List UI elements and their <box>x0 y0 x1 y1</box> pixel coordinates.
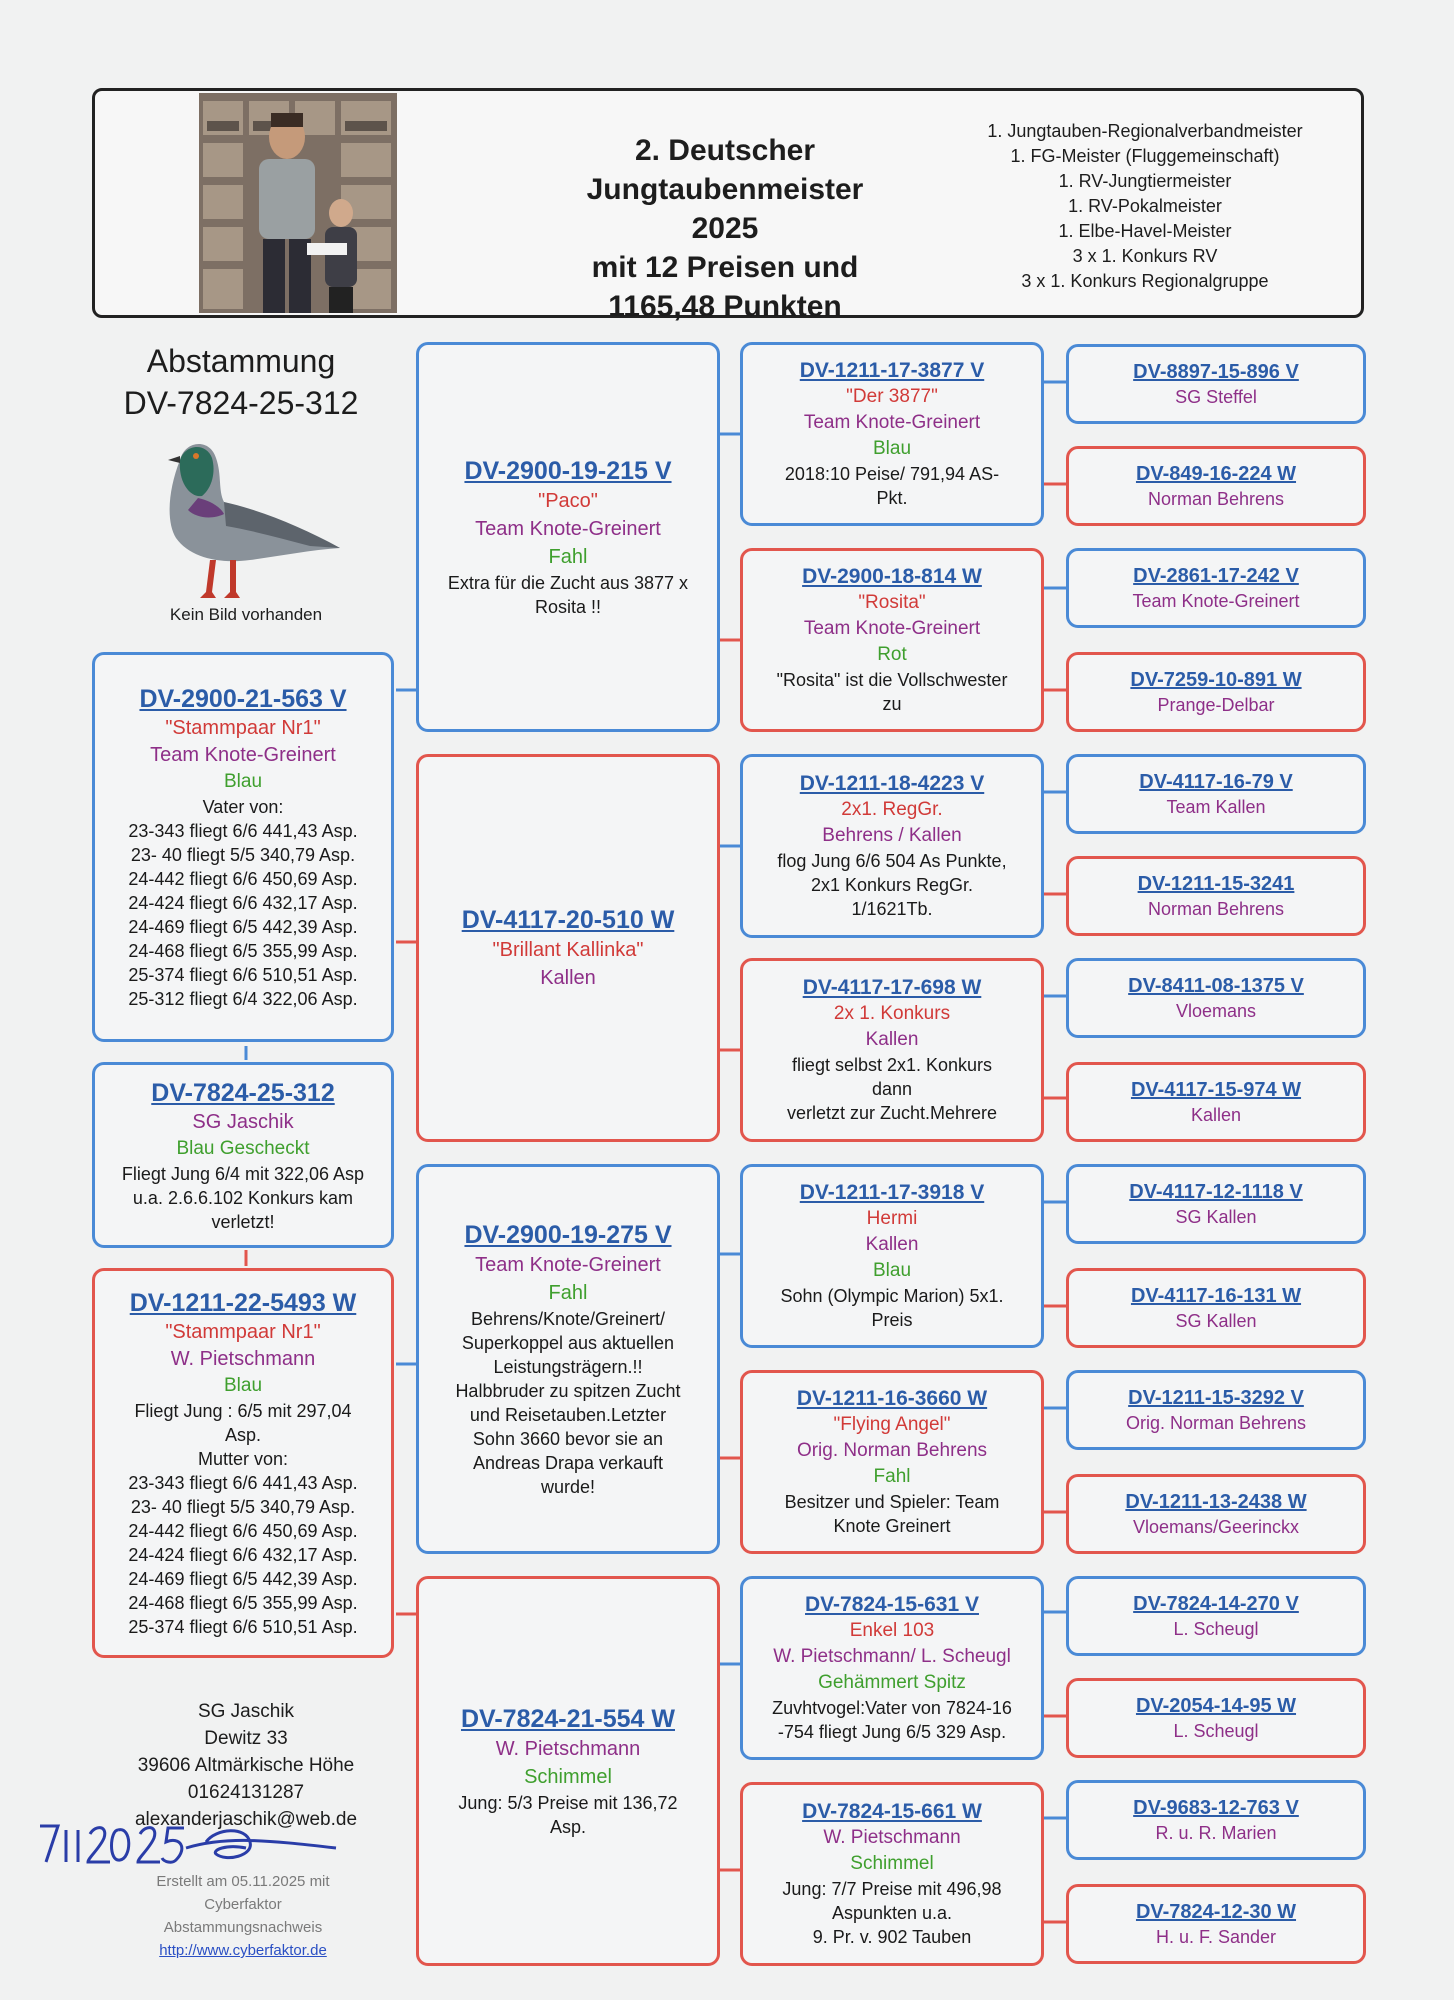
father-color: Blau <box>223 771 263 792</box>
great-grandparent-color: Rot <box>877 644 907 665</box>
contact-phone: 01624131287 <box>187 1782 305 1803</box>
gg-grandparent-owner: Orig. Norman Behrens <box>1125 1413 1307 1433</box>
gg-grandparent-owner: SG Steffel <box>1175 387 1257 407</box>
gg-grandparent-card <box>1066 856 1366 936</box>
gg-grandparent-card <box>1066 1164 1366 1244</box>
great-grandparent-ring: DV-7824-15-631 V <box>805 1593 979 1616</box>
subject-card <box>92 1062 394 1248</box>
great-grandparent-ring: DV-1211-18-4223 V <box>799 772 985 795</box>
great-grandparent-name: "Der 3877" <box>846 386 938 407</box>
grandparent-color: Schimmel <box>524 1766 612 1788</box>
great-grandparent-note: "Rosita" ist die Vollschwester zu <box>776 670 1008 714</box>
grandparent-note: Extra für die Zucht aus 3877 x Rosita !! <box>447 573 689 617</box>
great-grandparent-color: Blau <box>872 1260 912 1281</box>
gg-grandparent-ring: DV-4117-16-131 W <box>1130 1285 1302 1307</box>
great-grandparent-name: 2x1. RegGr. <box>841 799 943 820</box>
gg-grandparent-owner: L. Scheugl <box>1173 1721 1259 1741</box>
great-grandparent-card <box>740 342 1044 526</box>
great-grandparent-owner: Behrens / Kallen <box>822 825 962 846</box>
great-grandparent-note: Zuvhtvogel:Vater von 7824-16 -754 fliegt Jung 6/5 329 Asp. <box>772 1698 1012 1742</box>
great-grandparent-name: Hermi <box>866 1208 918 1229</box>
gg-grandparent-owner: SG Kallen <box>1175 1207 1257 1227</box>
gg-grandparent-owner: Norman Behrens <box>1147 489 1285 509</box>
gg-grandparent-owner: Kallen <box>1190 1105 1242 1125</box>
grandparent-owner: W. Pietschmann <box>495 1738 641 1760</box>
mother-owner: W. Pietschmann <box>170 1348 316 1370</box>
great-grandparent-card <box>740 754 1044 938</box>
subject-ring: DV-7824-25-312 <box>151 1078 335 1107</box>
grandparent-ring: DV-4117-20-510 W <box>461 906 675 934</box>
great-grandparent-name: Enkel 103 <box>849 1620 935 1641</box>
great-grandparent-color: Schimmel <box>850 1853 934 1874</box>
subject-owner: SG Jaschik <box>192 1110 294 1133</box>
grandparent-owner: Team Knote-Greinert <box>475 518 661 540</box>
great-grandparent-ring: DV-1211-16-3660 W <box>796 1387 988 1410</box>
great-grandparent-ring: DV-1211-17-3918 V <box>799 1181 985 1204</box>
father-ring: DV-2900-21-563 V <box>139 685 347 713</box>
great-grandparent-card <box>740 1782 1044 1966</box>
mother-card <box>92 1268 394 1658</box>
gg-grandparent-owner: R. u. R. Marien <box>1155 1823 1277 1843</box>
gg-grandparent-card <box>1066 548 1366 628</box>
grandparent-card <box>416 1164 720 1554</box>
gg-grandparent-ring: DV-4117-12-1118 V <box>1129 1181 1303 1203</box>
gg-grandparent-ring: DV-7259-10-891 W <box>1130 669 1302 691</box>
footer-link[interactable]: http://www.cyberfaktor.de <box>159 1942 327 1959</box>
gg-grandparent-owner: H. u. F. Sander <box>1155 1927 1277 1947</box>
great-grandparent-ring: DV-2900-18-814 W <box>802 565 982 588</box>
grandparent-note: Jung: 5/3 Preise mit 136,72 Asp. <box>458 1793 678 1837</box>
great-grandparent-card <box>740 1576 1044 1760</box>
gg-grandparent-owner: Vloemans <box>1175 1001 1257 1021</box>
gg-grandparent-card <box>1066 1370 1366 1450</box>
grandparent-card <box>416 342 720 732</box>
gg-grandparent-owner: L. Scheugl <box>1173 1619 1259 1639</box>
great-grandparent-owner: Kallen <box>865 1234 919 1255</box>
gg-grandparent-card <box>1066 446 1366 526</box>
great-grandparent-ring: DV-1211-17-3877 V <box>799 359 985 382</box>
gg-grandparent-card <box>1066 1474 1366 1554</box>
gg-grandparent-ring: DV-8897-15-896 V <box>1133 361 1299 383</box>
father-owner: Team Knote-Greinert <box>150 744 336 766</box>
great-grandparent-name: "Rosita" <box>858 592 926 613</box>
gg-grandparent-owner: Vloemans/Geerinckx <box>1132 1517 1300 1537</box>
great-grandparent-note: 2018:10 Peise/ 791,94 AS- Pkt. <box>784 464 1000 508</box>
grandparent-owner: Team Knote-Greinert <box>475 1254 661 1276</box>
great-grandparent-owner: W. Pietschmann/ L. Scheugl <box>773 1646 1011 1667</box>
great-grandparent-note: Sohn (Olympic Marion) 5x1. Preis <box>780 1286 1004 1330</box>
contact-email[interactable]: alexanderjaschik@web.de <box>134 1809 358 1830</box>
great-grandparent-name: 2x 1. Konkurs <box>833 1003 951 1024</box>
mother-color: Blau <box>223 1375 263 1396</box>
software-footer <box>108 1870 378 1962</box>
great-grandparent-owner: Team Knote-Greinert <box>803 618 981 639</box>
great-grandparent-card <box>740 1370 1044 1554</box>
mother-ring: DV-1211-22-5493 W <box>129 1289 357 1317</box>
great-grandparent-note: fliegt selbst 2x1. Konkurs dann verletzt zur Zucht.Mehrere <box>786 1055 998 1123</box>
gg-grandparent-ring: DV-2054-14-95 W <box>1135 1695 1297 1717</box>
gg-grandparent-ring: DV-7824-12-30 W <box>1135 1901 1297 1923</box>
gg-grandparent-ring: DV-1211-15-3241 <box>1137 873 1295 895</box>
gg-grandparent-card <box>1066 754 1366 834</box>
grandparent-ring: DV-7824-21-554 W <box>460 1705 675 1733</box>
grandparent-note: Behrens/Knote/Greinert/ Superkoppel aus aktuellen Leistungsträgern.!! Halbbruder zu spitzen Zucht und Reisetauben.Letzter Sohn 3660 bevor sie an Andreas Drapa verkauft wurde! <box>455 1309 681 1497</box>
gg-grandparent-ring: DV-849-16-224 W <box>1135 463 1297 485</box>
pedigree-heading: Abstammung DV-7824-25-312 <box>123 343 359 421</box>
gg-grandparent-card <box>1066 1780 1366 1860</box>
grandparent-ring: DV-2900-19-215 V <box>464 457 672 485</box>
gg-grandparent-ring: DV-4117-15-974 W <box>1130 1079 1302 1101</box>
gg-grandparent-owner: Prange-Delbar <box>1157 695 1275 715</box>
great-grandparent-color: Gehämmert Spitz <box>818 1672 966 1693</box>
gg-grandparent-owner: Norman Behrens <box>1147 899 1285 919</box>
grandparent-card <box>416 754 720 1142</box>
gg-grandparent-card <box>1066 1268 1366 1348</box>
grandparent-name: "Brillant Kallinka" <box>492 939 644 961</box>
grandparent-card <box>416 1576 720 1966</box>
contact-name: SG Jaschik <box>197 1701 295 1722</box>
gg-grandparent-ring: DV-1211-15-3292 V <box>1128 1387 1304 1409</box>
gg-grandparent-owner: SG Kallen <box>1175 1311 1257 1331</box>
contact-city: 39606 Altmärkische Höhe <box>137 1755 355 1776</box>
gg-grandparent-card <box>1066 652 1366 732</box>
grandparent-color: Fahl <box>548 546 588 568</box>
great-grandparent-card <box>740 1164 1044 1348</box>
footer-doc-type: Abstammungsnachweis <box>163 1919 323 1936</box>
grandparent-name: "Paco" <box>538 490 598 512</box>
gg-grandparent-card <box>1066 958 1366 1038</box>
gg-grandparent-owner: Team Knote-Greinert <box>1132 591 1300 611</box>
grandparent-color: Fahl <box>548 1282 588 1304</box>
great-grandparent-name: "Flying Angel" <box>833 1414 951 1435</box>
contact-street: Dewitz 33 <box>204 1728 288 1749</box>
gg-grandparent-card <box>1066 344 1366 424</box>
great-grandparent-card <box>740 548 1044 732</box>
handwritten-signature <box>36 1818 356 1866</box>
great-grandparent-card <box>740 958 1044 1142</box>
father-note: Vater von: 23-343 fliegt 6/6 441,43 Asp. 23- 40 fliegt 5/5 340,79 Asp. 24-442 fliegt 6/6 450,69 Asp. 24-424 fliegt 6/6 432,17 Asp. 24-469 fliegt 6/5 442,39 Asp. 24-468 fliegt 6/5 355,99 Asp. 25-374 fliegt 6/6 510,51 Asp. 25-312 fliegt 6/4 322,06 Asp. <box>128 797 358 1009</box>
great-grandparent-note: flog Jung 6/6 504 As Punkte, 2x1 Konkurs RegGr. 1/1621Tb. <box>777 851 1007 919</box>
great-grandparent-owner: Team Knote-Greinert <box>803 412 981 433</box>
gg-grandparent-ring: DV-2861-17-242 V <box>1133 565 1299 587</box>
great-grandparent-owner: Orig. Norman Behrens <box>796 1440 988 1461</box>
grandparent-ring: DV-2900-19-275 V <box>464 1221 672 1249</box>
gg-grandparent-card <box>1066 1884 1366 1964</box>
gg-grandparent-card <box>1066 1576 1366 1656</box>
great-grandparent-note: Jung: 7/7 Preise mit 496,98 Aspunkten u.a. 9. Pr. v. 902 Tauben <box>782 1879 1002 1947</box>
great-grandparent-ring: DV-7824-15-661 W <box>802 1800 982 1823</box>
mother-name: "Stammpaar Nr1" <box>165 1321 321 1343</box>
subject-color: Blau Gescheckt <box>176 1137 310 1159</box>
father-card <box>92 652 394 1042</box>
breeder-contact <box>96 1698 396 1833</box>
great-grandparent-owner: Kallen <box>865 1029 919 1050</box>
father-name: "Stammpaar Nr1" <box>165 717 321 739</box>
gg-grandparent-ring: DV-9683-12-763 V <box>1133 1797 1299 1819</box>
gg-grandparent-ring: DV-1211-13-2438 W <box>1125 1491 1307 1513</box>
footer-software: Cyberfaktor <box>204 1896 282 1913</box>
gg-grandparent-ring: DV-8411-08-1375 V <box>1128 975 1304 997</box>
mother-note: Fliegt Jung : 6/5 mit 297,04 Asp. Mutter von: 23-343 fliegt 6/6 441,43 Asp. 23- 40 fliegt 5/5 340,79 Asp. 24-442 fliegt 6/6 450,69 Asp. 24-424 fliegt 6/6 432,17 Asp. 24-469 fliegt 6/5 442,39 Asp. 24-468 fliegt 6/5 355,99 Asp. 25-374 fliegt 6/6 510,51 Asp. <box>128 1401 358 1637</box>
gg-grandparent-card <box>1066 1678 1366 1758</box>
gg-grandparent-card <box>1066 1062 1366 1142</box>
no-image-label: Kein Bild vorhanden <box>169 605 323 624</box>
gg-grandparent-ring: DV-4117-16-79 V <box>1139 771 1293 793</box>
header-achievements: 1. Jungtauben-Regionalverbandmeister 1. FG-Meister (Fluggemeinschaft) 1. RV-Jungtiermeister 1. RV-Pokalmeister 1. Elbe-Havel-Meister 3 x 1. Konkurs RV 3 x 1. Konkurs Regionalgruppe <box>987 121 1303 291</box>
great-grandparent-ring: DV-4117-17-698 W <box>802 976 982 999</box>
gg-grandparent-owner: Team Kallen <box>1166 797 1266 817</box>
great-grandparent-note: Besitzer und Spieler: Team Knote Greinert <box>784 1492 1000 1536</box>
grandparent-owner: Kallen <box>540 967 596 989</box>
subject-note: Fliegt Jung 6/4 mit 322,06 Asp u.a. 2.6.6.102 Konkurs kam verletzt! <box>121 1163 365 1232</box>
header-title: 2. Deutscher Jungtaubenmeister 2025 mit 12 Preisen und 1165,48 Punkten <box>586 134 864 323</box>
great-grandparent-color: Fahl <box>873 1466 911 1487</box>
great-grandparent-owner: W. Pietschmann <box>823 1827 961 1848</box>
great-grandparent-color: Blau <box>872 438 912 459</box>
gg-grandparent-ring: DV-7824-14-270 V <box>1133 1593 1299 1615</box>
footer-created: Erstellt am 05.11.2025 mit <box>156 1873 330 1890</box>
